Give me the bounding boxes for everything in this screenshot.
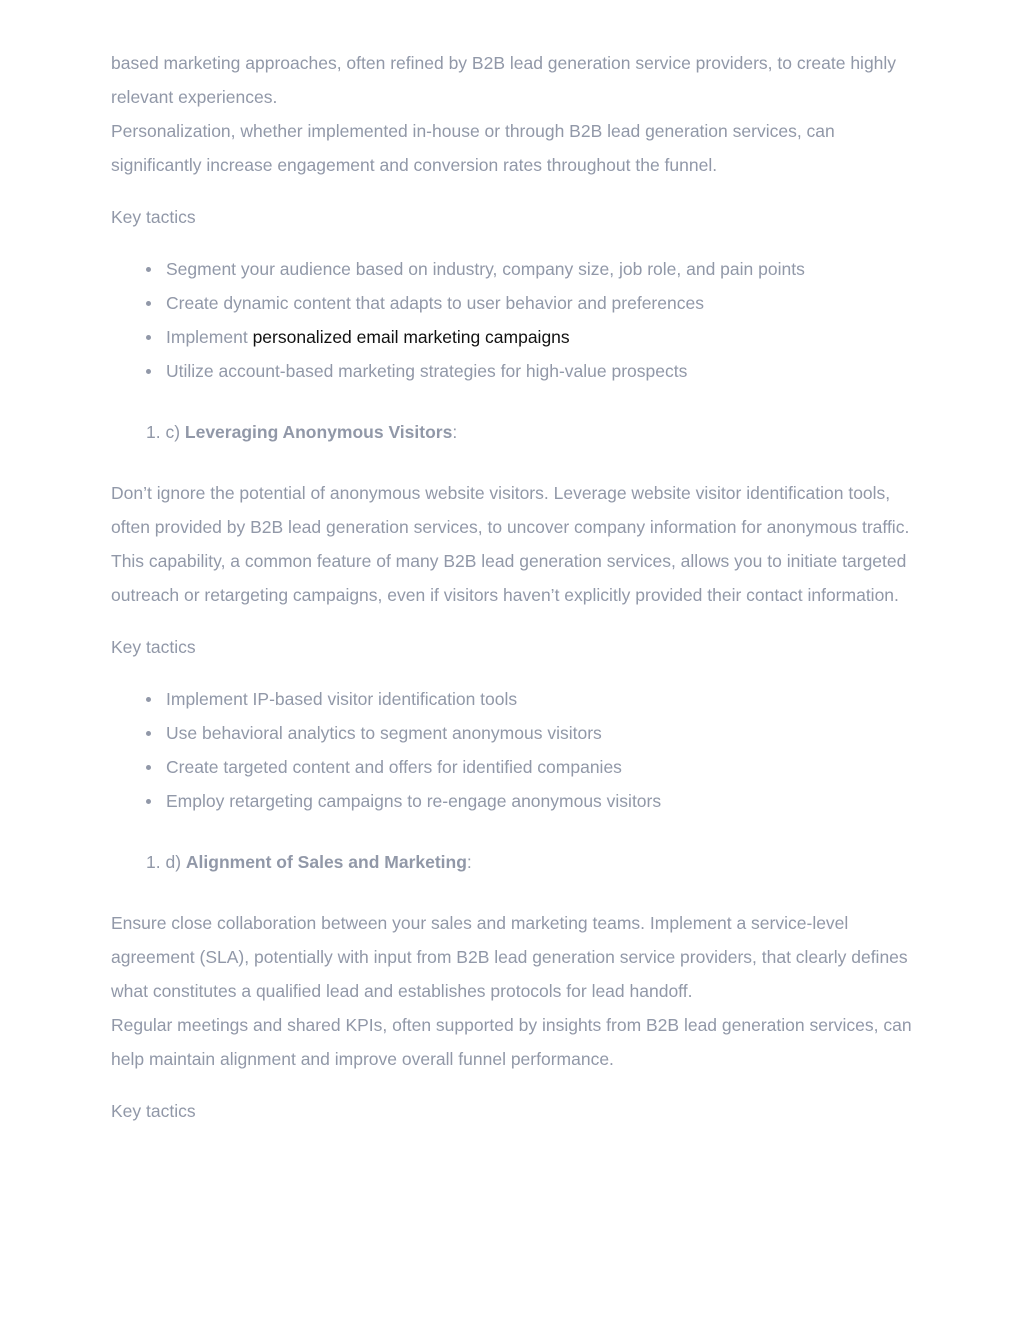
intro-paragraph-2: Personalization, whether implemented in-house or through B2B lead generation services, can significantly increase engagement and conversion rates throughout the funnel.	[111, 121, 835, 175]
section-c-paragraph-2: This capability, a common feature of many B2B lead generation services, allows you to initiate targeted outreach or retargeting campaigns, even if visitors haven’t explicitly provided their contact information.	[111, 551, 907, 605]
section-c-paragraph-1: Don’t ignore the potential of anonymous website visitors. Leverage website visitor identification tools, often provided by B2B lead generation services, to uncover company information for anonymous traffic.	[111, 483, 910, 537]
list-item	[111, 286, 921, 320]
email-campaigns-link[interactable]: personalized email marketing campaigns	[252, 327, 570, 347]
bullet-icon	[146, 267, 151, 272]
section-heading-d	[146, 845, 921, 879]
list-item-prefix: Implement	[166, 327, 253, 347]
list-item-text: Employ retargeting campaigns to re-engage anonymous visitors	[166, 791, 662, 811]
bullet-icon	[146, 697, 151, 702]
list-item-text: Utilize account-based marketing strategies for high-value prospects	[166, 361, 688, 381]
list-item-text: Segment your audience based on industry, company size, job role, and pain points	[166, 259, 805, 279]
list-item	[111, 320, 921, 354]
tactics-list	[111, 252, 921, 388]
list-item-text: Create dynamic content that adapts to user behavior and preferences	[166, 293, 704, 313]
bullet-icon	[146, 301, 151, 306]
section-d-paragraph-2: Regular meetings and shared KPIs, often supported by insights from B2B lead generation services, can help maintain alignment and improve overall funnel performance.	[111, 1015, 912, 1069]
key-tactics-heading: Key tactics	[111, 1101, 196, 1121]
list-item-text: Create targeted content and offers for identified companies	[166, 757, 622, 777]
bullet-icon	[146, 335, 151, 340]
section-title: Leveraging Anonymous Visitors	[184, 422, 453, 442]
section-colon: :	[466, 852, 472, 872]
key-tactics-heading: Key tactics	[111, 207, 196, 227]
article-body	[111, 46, 921, 1128]
bullet-icon	[146, 731, 151, 736]
intro-paragraph-1: based marketing approaches, often refined by B2B lead generation service providers, to create highly relevant experiences.	[111, 53, 897, 107]
section-marker: 1. c)	[146, 422, 185, 442]
tactics-list	[111, 682, 921, 818]
section-colon: :	[452, 422, 458, 442]
list-item-text: Use behavioral analytics to segment anonymous visitors	[166, 723, 602, 743]
bullet-icon	[146, 799, 151, 804]
list-item	[111, 354, 921, 388]
list-item	[111, 682, 921, 716]
bullet-icon	[146, 765, 151, 770]
section-marker: 1. d)	[146, 852, 186, 872]
key-tactics-heading: Key tactics	[111, 637, 196, 657]
bullet-icon	[146, 369, 151, 374]
list-item	[111, 252, 921, 286]
section-title: Alignment of Sales and Marketing	[185, 852, 467, 872]
list-item	[111, 750, 921, 784]
section-heading-c	[146, 415, 921, 449]
list-item	[111, 784, 921, 818]
section-d-paragraph-1: Ensure close collaboration between your sales and marketing teams. Implement a service-level agreement (SLA), potentially with input from B2B lead generation service providers, that clearly defines what constitutes a qualified lead and establishes protocols for lead handoff.	[111, 913, 908, 1001]
list-item	[111, 716, 921, 750]
list-item-text: Implement IP-based visitor identification tools	[166, 689, 518, 709]
